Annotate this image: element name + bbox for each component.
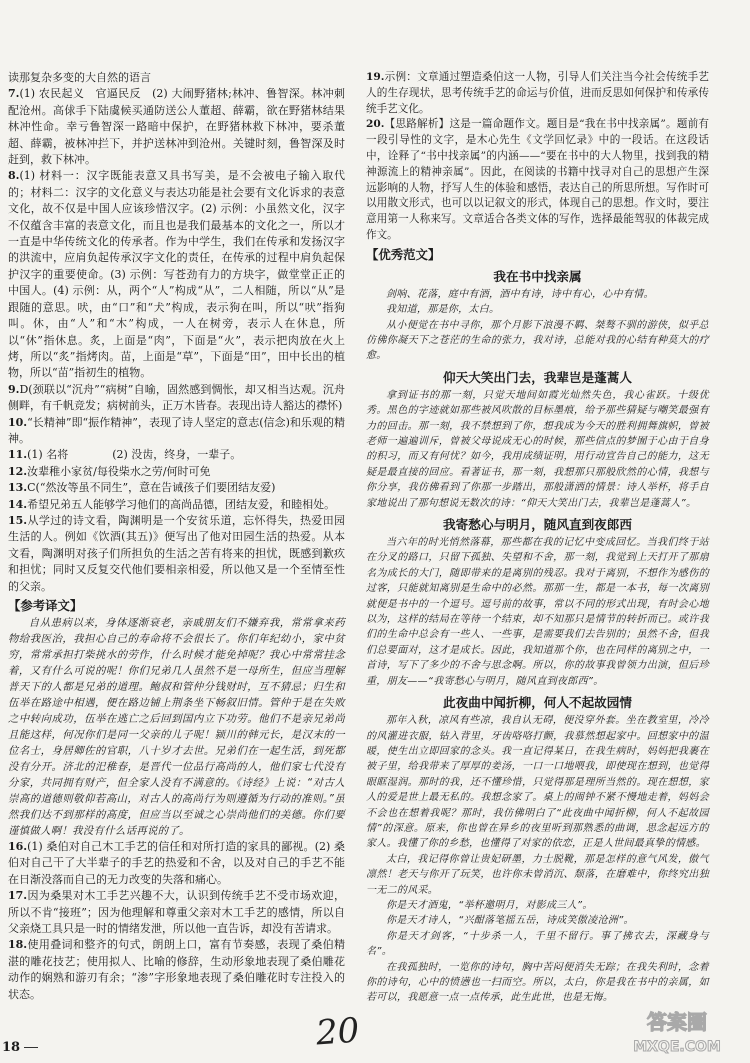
watermark-top-text: 答案圈 (647, 1010, 707, 1034)
answer-number: 20. (366, 118, 385, 131)
answer-text: “长精神”即“振作精神”，表现了诗人坚定的意志(信念)和乐观的精神。 (8, 415, 345, 445)
answer-number: 13. (8, 481, 28, 495)
answer-number: 18. (8, 938, 28, 952)
answer-text: (1) 材料一：汉字既能表意又具书写美，是不会被电子输入取代的；材料二：汉字的文化意义与表达功能是社会要有文化诉求的表意文化，故不仅是中国人应该珍惜汉字。(2) 示例：小虽然文化，汉字不仅蕴含丰富的表意文化，而且也是我们最基本的文化之一，所以才一直是中华传统文化的传承者。作为中学生，我们在传承和发扬汉字的洪流中，应肩负起传承汉字文化的责任，在传承的过程中肩负起保护汉字的重要使命。(3) 示例：写苍劲有力的方块字，做堂堂正正的中国人。(4) 示例：从，两个“人”构成“从”，二人相随，所以“从”是跟随的意思。吠，由“口”和“犬”构成，表示狗在叫，所以“吠”指狗叫。休，由“人”和“木”构成，一人在树旁，表示人在休息，所以“休”指休息。炙，上面是“肉”，下面是“火”，表示把肉放在火上烤，所以“炙”指烤肉。苗，上面是“草”，下面是“田”，田中长出的植物，所以“苗”指初生的植物。 (8, 169, 345, 380)
watermark-logo (612, 1005, 742, 1057)
answer-text: D(颈联以“沉舟”“病树”自喻，固然感到惆怅，却又相当达观。沉舟侧畔，有千帆竞发；病树前头，正万木皆春。表现出诗人豁达的襟怀) (8, 382, 345, 413)
answer-item (8, 513, 345, 595)
right-column (366, 70, 709, 1006)
answer-text: 汝辈稚小家贫/每役柴水之劳/何时可免 (27, 464, 211, 478)
essay-paragraph: 太白，我记得你曾让贵妃研墨，力士脱靴，那是怎样的意气风发，傲气凛然！老天与你开了玩笑，也许你未曾消沉、颓落，在磨难中，你终究出独一无二的风采。 (366, 853, 709, 896)
answer-number: 14. (8, 497, 28, 511)
answer-text: (1) 名将 (2) 没齿，终身，一辈子。 (27, 448, 242, 462)
essay-paragraph: 当六年的时光悄然落幕，那些都在我的记忆中变成回忆。当我们终于站在分叉的路口，只留下孤独、失望和不舍，那一刻，我觉到上天打开了那扇名为成长的大门，随即带来的是离别的残忍。我对于离别，不想作为感伤的过客，只能就知离别是生命中的必然。那那一生，都是一本书，每一次离别就便是书中的一个逗号。逗号前的故事，常以不同的形式出现，有时会心地以为，这样的结局在等待一个结束，却不知那只是情节的转折而已。或许我们的生命中总会有一些人、一些事，是需要我们去告别的；虽然不舍，但我们总要面对，这才是成长。因此，我知道那个你，也在同样的离别之中，一首诗，写下了多少的不舍与思念啊。所以，你的故事我曾领力出演，但后珍重，朋友——“我寄愁心与明月，随风直到夜郎西”。 (366, 537, 709, 687)
handwritten-page-mark: 20 (314, 1010, 361, 1054)
answer-item (8, 480, 345, 496)
answer-number: 10. (8, 415, 28, 429)
essay-paragraph: 我知道，那是你，太白。 (386, 304, 500, 316)
essay-paragraph: 你是天才剑客，“十步杀一人，千里不留行。事了拂衣去，深藏身与名”。 (366, 930, 709, 958)
answer-number: 9. (8, 382, 20, 396)
answer-item (8, 86, 345, 168)
essay-paragraph: 剑响、花落，庭中有酒，酒中有诗，诗中有心，心中有情。 (386, 288, 654, 300)
essay-paragraph: 你是天才诗人，“兴酣落笔摇五岳，诗成笑傲凌沧洲”。 (386, 915, 634, 927)
page-number: 18 (2, 1040, 38, 1055)
answer-number: 8. (8, 169, 20, 183)
answer-item (8, 415, 345, 448)
answer-number: 11. (8, 448, 28, 462)
answer-number: 16. (8, 840, 28, 853)
answer-text: 从学过的诗文看，陶渊明是一个安贫乐道，忘怀得失，热爱田园生活的人。例如《饮酒(其五)》便写出了他对田园生活的热爱。从本文看，陶渊明对孩子们所担负的生活之苦有将来的担忧，既感到歉疚和担忧；同时又反复交代他们要相亲相爱，所以他又是一个至情至性的父亲。 (8, 513, 345, 593)
answer-item (8, 937, 345, 1003)
answer-text: 因为桑果对木工手艺兴趣不大，认识到传统手艺不受市场欢迎，所以不肯“接班”；因为他理解和尊重父亲对木工手艺的感情，所以自父亲烧工具只是一时的情绪发泄，所以他一直告诉，却没有苦请求。 (8, 889, 345, 936)
answer-text: 希望兄弟五人能够学习他们的高尚品德，团结友爱，和睦相处。 (27, 497, 336, 511)
answer-number: 17. (8, 889, 28, 903)
essay-paragraph: 从小便觉在书中寻你，那个月影下浪漫不羁、桀骜不驯的游侠，似乎总仿佛你凝天下之苍茫的生命的张力，我对诗，总能对我的心结有种莫大的疗愈。 (366, 319, 709, 362)
left-column (8, 70, 345, 1003)
answer-text: (1) 桑伯对自己木工手艺的信任和对所打造的家具的鄙视。(2) 桑伯对自己干了大半辈子的手艺的热爱和不舍，以及对自己的手艺不能在日渐没落而自己的无力改变的失落和痛心。 (8, 840, 345, 886)
essay-paragraph: 你是天才酒鬼，“举杯邀明月，对影成三人”。 (386, 899, 593, 911)
watermark-bottom-text: MXQE.COM (633, 1039, 721, 1055)
answer-number: 7. (8, 87, 20, 101)
essay-paragraph: 在我孤独时，一览你的诗句，胸中苦闷便消失无踪；在我失利时，念着你的诗句，心中的愤懑也一扫而空。所以，太白，你是我在书中的亲属，如若可以，我愿意一点一点传承，此生此世，也是无悔。 (366, 961, 709, 1004)
answer-text: 示例：文章通过塑造桑伯这一人物，引导人们关注当今社会传统手艺人的生存现状，思考传统手艺的命运与价值，进而反思如何保护和传承传统手艺文化。 (366, 71, 709, 115)
section-header: 【参考译文】 (8, 598, 83, 613)
answer-item (366, 117, 709, 243)
answer-text: 【思路解析】这是一篇命题作文。题目是“我在书中找亲属”。题前有一段引导性的文字，是木心先生《文学回忆录》中的一段话。在这段话中，诠释了“书中找亲属”的内涵——“要在书中的大人物里，找到我的精神源流上的精神亲属”。因此，在阅读的书籍中找寻对自己的思想产生深远影响的人物，抒写人生的体验和感悟，表达自己的所思所想。写作时可以用散文形式，也可以以记叙文的形式，体现自己的思想。作文时，要注意用第一人称来写。文章适合各类文体的写作，选择最能驾驭的体裁完成作文。 (366, 118, 709, 241)
answer-item (8, 888, 345, 937)
essay-subtitle: 此夜曲中闻折柳，何人不起故园情 (443, 695, 632, 711)
essay-paragraph: 自从患病以来，身体逐渐衰老，亲戚朋友们不嫌弃我，常常拿来药物给我医治，我担心自己的寿命将不会很长了。你们年纪幼小，家中贫穷，常常承担打柴挑水的劳作，什么时候才能免掉呢？我心中常常挂念着，又有什么可说的呢！你们兄弟几人虽然不是一母所生，但应当理解普天下的人都是兄弟的道理。鲍叔和管仲分钱财时，互不猜忌；归生和伍举在路途中相遇，便在路边铺上荆条坐下畅叙旧情。管仲于是在失败之中转向成功，伍举在逃亡之后回到国内立下功劳。他们不是亲兄弟尚且能这样，何况你们是同一父亲的儿子呢！颍川的韩元长，是汉末的一位名士，身居卿佐的官职，八十岁才去世。兄弟们在一起生活，到死都没有分开。济北的汜稚春，是晋代一位品行高尚的人，他们家七代没有分家，共同拥有财产，但全家人没有不满意的。《诗经》上说：“对古人崇高的道德则敬仰若高山，对古人的高尚行为则遵循为行动的准则。”虽然我们达不到那样的高度，但应当以至诚之心崇尚他们的美德。你们要谨慎做人啊！我没有什么话再说的了。 (8, 617, 345, 837)
essay-subtitle: 仰天大笑出门去，我辈岂是蓬蒿人 (443, 369, 632, 385)
essay-paragraph: 那年入秋，凉风有些凉，我自认无碍，便没穿外套。坐在教室里，冷冷的风灌进衣服，钻入背里，牙齿咯咯打颤，我慕然想起家中。回想家中的温暖，使生出立即回家的念头。我一直记得某日，在我生病时，妈妈把我裹在被子里，给我带来了厚厚的姜汤，一口一口地喂我，即使现在想到，也觉得眼眶湿润。那时的我，还不懂珍惜，只觉得那是理所当然的。现在想想，家人的爱是世上最无私的。我想念家了。桌上的闹钟不紧不慢地走着，妈妈会不会也在想着我呢？那时，我仿佛明白了“此夜曲中闻折柳，何人不起故园情”的深意。原来，你也曾在异乡的夜里听到那熟悉的曲调，思念起远方的家人。我懂了你的乡愁，也懂得了对家的依恋，正是人世间最真挚的情感。 (366, 715, 709, 850)
answer-item (8, 168, 345, 381)
answer-item (8, 497, 345, 513)
answer-text: C(“然汝等虽不同生”，意在告诫孩子们要团结友爱) (27, 481, 276, 495)
answer-item (8, 839, 345, 888)
answer-item (8, 447, 345, 463)
section-header: 【优秀范文】 (366, 246, 441, 262)
answer-text: 使用叠词和整齐的句式，朗朗上口，富有节奏感，表现了桑伯精湛的雕花技艺；使用拟人、比喻的修辞，生动形象地表现了桑伯雕花动作的娴熟和游刃有余；“渗”字形象地表现了桑伯雕花时专注投入的状态。 (8, 938, 345, 1001)
answer-item (366, 70, 709, 117)
answer-text: 读那复杂多变的大自然的语言 (8, 71, 151, 84)
answer-text: (1) 农民起义 官逼民反 (2) 大闹野猪林;林冲、鲁智深。林冲刺配沧州。高俅手下陆虞候买通防送公人董超、薛霸，欲在野猪林结果林冲性命。幸亏鲁智深一路暗中保护，在野猪林救下林冲，要杀董超、薛霸，被林冲拦下，并护送林冲到沧州。关键时刻，鲁智深及时赶到，救下林冲。 (8, 87, 345, 167)
answer-number: 19. (366, 71, 385, 83)
answer-number: 12. (8, 464, 28, 478)
essay-subtitle: 我在书中找亲属 (493, 268, 582, 284)
essay-subtitle: 我寄愁心与明月，随风直到夜郎西 (443, 517, 632, 533)
answer-number: 15. (8, 513, 28, 527)
answer-item (8, 464, 345, 480)
essay-paragraph: 拿到证书的那一刻，只觉天地间如霞光灿然失色，我心雀跃。十级优秀。黑色的字迹就如那些被风吹散的目标墨痕，给予那些猜疑与嘲笑最强有力的回击。那一刻，我不禁想到了你，想我成为今天的胜利拥舞旗帜，曾被老师一遍遍训斥，曾被父母说成无心的时候，那些信点的梦囿于心由于自身的积习，而又有何忧？如今，我用成绩证明，用行动宣告自己的能力，这无疑是最直接的回应。看著证书，那一刻，我想那只那般欣然的心情，我想与你分享，我仿佛看到了你那一步踏出，那般潇洒的情景：诗人举杯，将手自家地说出了那句想说无数次的诗：“仰天大笑出门去，我辈岂是蓬蒿人”。 (366, 389, 709, 509)
answer-item (8, 70, 345, 86)
answer-item (8, 382, 345, 415)
